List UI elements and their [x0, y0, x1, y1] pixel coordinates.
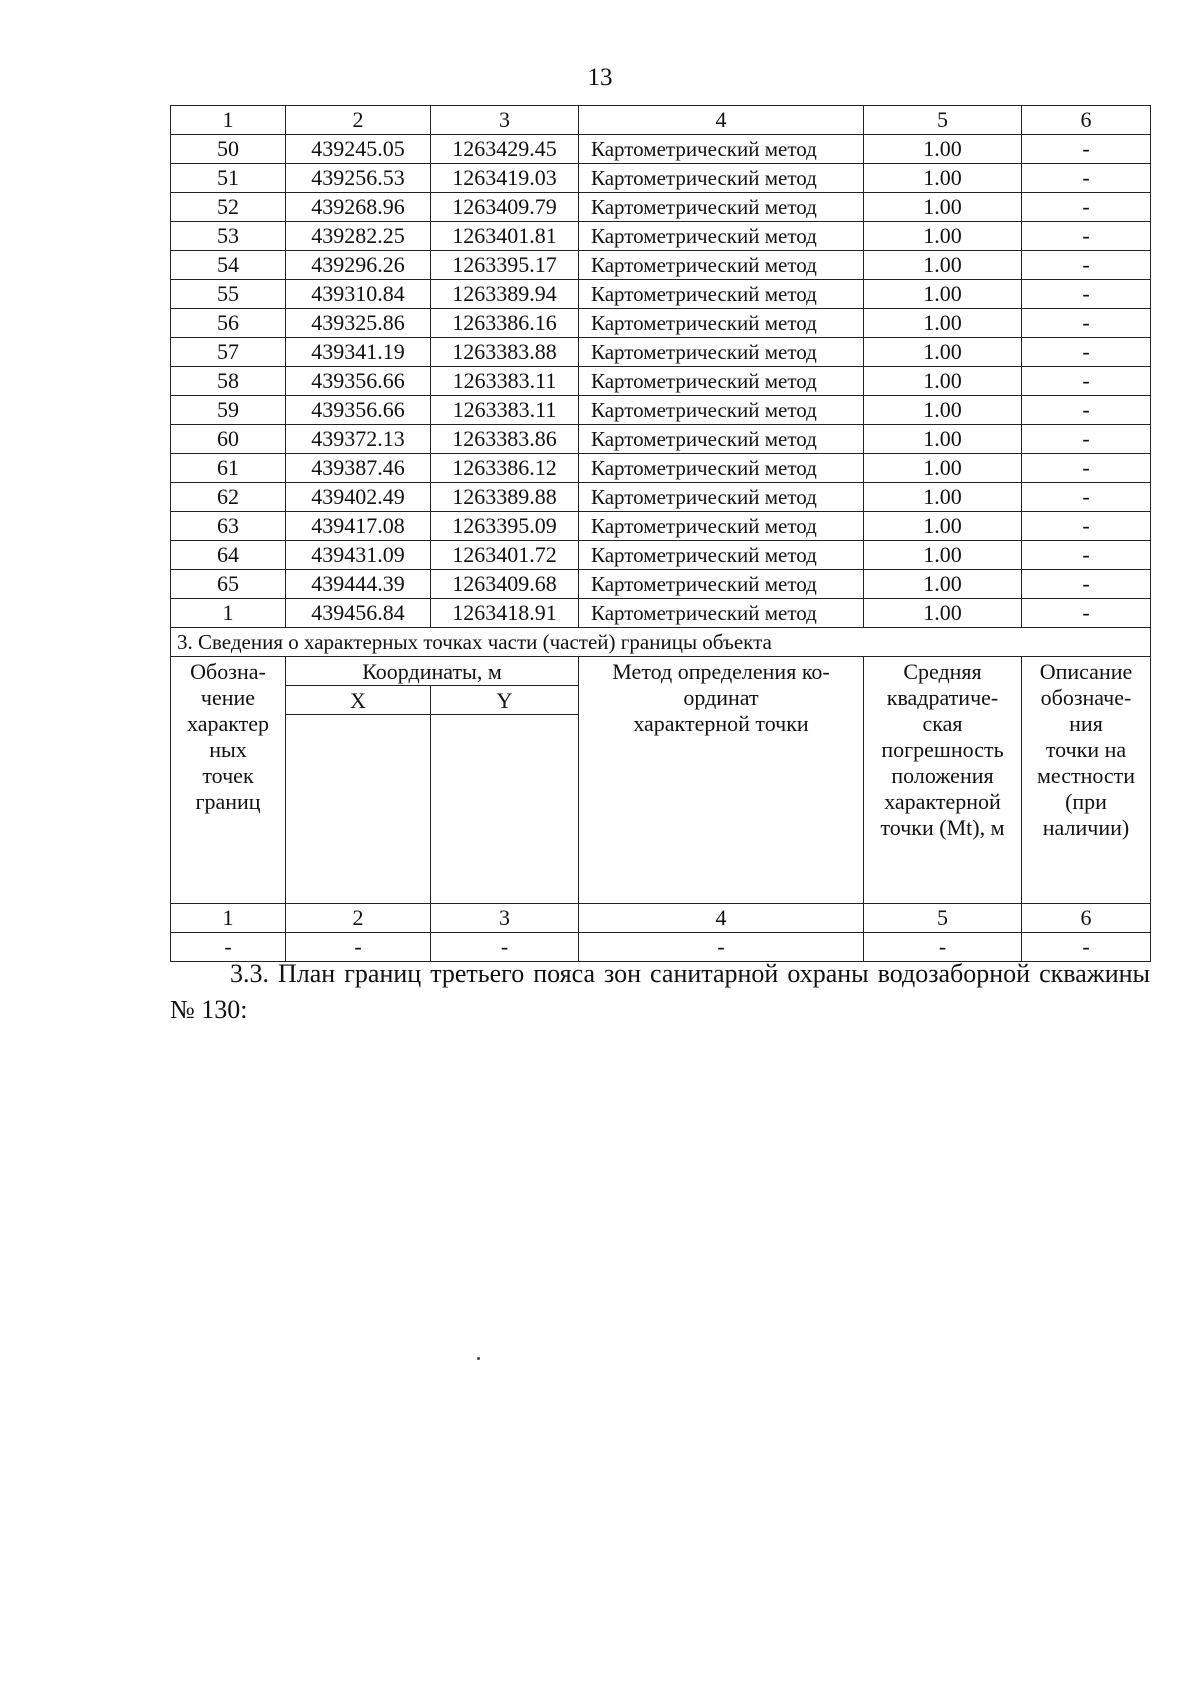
- table-cell: 1263429.45: [431, 135, 579, 164]
- method-cell: Картометрический метод: [579, 454, 864, 483]
- table-cell: 1263383.11: [431, 367, 579, 396]
- method-cell: Картометрический метод: [579, 541, 864, 570]
- page-number: 13: [587, 64, 613, 91]
- table-cell: 50: [171, 135, 286, 164]
- table-cell: 1.00: [864, 570, 1022, 599]
- table-cell: 439402.49: [286, 483, 431, 512]
- table-cell: -: [1022, 280, 1151, 309]
- column-number: 3: [431, 106, 579, 135]
- table-cell: 64: [171, 541, 286, 570]
- table-cell: 439245.05: [286, 135, 431, 164]
- header-description: Описание обозначе- ния точки на местности (при наличии): [1022, 657, 1151, 904]
- table-cell: 1263418.91: [431, 599, 579, 628]
- table-cell: 439372.13: [286, 425, 431, 454]
- table-cell: 1.00: [864, 280, 1022, 309]
- method-cell: Картометрический метод: [579, 483, 864, 512]
- table-cell: -: [1022, 396, 1151, 425]
- table-cell: 54: [171, 251, 286, 280]
- table-row: [171, 309, 1151, 338]
- table-cell: 1263401.81: [431, 222, 579, 251]
- table-cell: -: [1022, 309, 1151, 338]
- table-cell: -: [171, 933, 286, 962]
- table-row: [171, 251, 1151, 280]
- plan-paragraph: 3.3. План границ третьего пояса зон санитарной охраны водозаборной скважины № 130:: [170, 959, 1150, 1024]
- column-number: 5: [864, 904, 1022, 933]
- table-cell: 439431.09: [286, 541, 431, 570]
- table-cell: -: [1022, 367, 1151, 396]
- table-row: [171, 338, 1151, 367]
- table-cell: 439268.96: [286, 193, 431, 222]
- table-cell: -: [286, 933, 431, 962]
- column-number: 3: [431, 904, 579, 933]
- table-cell: 1.00: [864, 193, 1022, 222]
- table-cell: 439387.46: [286, 454, 431, 483]
- table-cell: 1263401.72: [431, 541, 579, 570]
- table-cell: 439282.25: [286, 222, 431, 251]
- table-row: [171, 599, 1151, 628]
- table-cell: -: [1022, 222, 1151, 251]
- table-cell: 1.00: [864, 599, 1022, 628]
- table-cell: 62: [171, 483, 286, 512]
- method-cell: Картометрический метод: [579, 512, 864, 541]
- column-number: 2: [286, 904, 431, 933]
- table-row: [171, 483, 1151, 512]
- table-cell: 52: [171, 193, 286, 222]
- table-cell: 1263419.03: [431, 164, 579, 193]
- table-row: [171, 541, 1151, 570]
- table-row: [171, 570, 1151, 599]
- table-cell: 1263395.09: [431, 512, 579, 541]
- table-row: [171, 396, 1151, 425]
- table-cell: 1263383.88: [431, 338, 579, 367]
- blank-cell: [431, 715, 579, 904]
- section3-column-number-row: [171, 904, 1151, 933]
- table-cell: 56: [171, 309, 286, 338]
- table-cell: -: [1022, 570, 1151, 599]
- table-cell: 1.00: [864, 222, 1022, 251]
- table-cell: -: [1022, 512, 1151, 541]
- table-cell: 51: [171, 164, 286, 193]
- table-cell: 439310.84: [286, 280, 431, 309]
- table-cell: 1.00: [864, 338, 1022, 367]
- table-cell: 58: [171, 367, 286, 396]
- table-row: [171, 454, 1151, 483]
- table-cell: 1263383.11: [431, 396, 579, 425]
- table-cell: -: [1022, 164, 1151, 193]
- table-cell: 1.00: [864, 396, 1022, 425]
- table-cell: -: [1022, 193, 1151, 222]
- column-number-row: [171, 106, 1151, 135]
- column-number: 2: [286, 106, 431, 135]
- scan-speck: [477, 1357, 480, 1360]
- header-y: Y: [431, 686, 579, 715]
- table-cell: 1.00: [864, 164, 1022, 193]
- section3-body: [171, 628, 1151, 962]
- table-cell: 1.00: [864, 251, 1022, 280]
- method-cell: Картометрический метод: [579, 599, 864, 628]
- table-cell: 439456.84: [286, 599, 431, 628]
- table-cell: -: [1022, 933, 1151, 962]
- table-cell: 57: [171, 338, 286, 367]
- method-cell: Картометрический метод: [579, 222, 864, 251]
- method-cell: Картометрический метод: [579, 164, 864, 193]
- table-cell: 1.00: [864, 309, 1022, 338]
- table-cell: 439356.66: [286, 396, 431, 425]
- table-cell: 59: [171, 396, 286, 425]
- method-cell: Картометрический метод: [579, 367, 864, 396]
- table-row: [171, 280, 1151, 309]
- header-method: Метод определения ко- ординат характерной точки: [579, 657, 864, 904]
- header-error: Средняя квадратиче- ская погрешность положения характерной точки (Mt), м: [864, 657, 1022, 904]
- method-cell: Картометрический метод: [579, 280, 864, 309]
- column-number: 6: [1022, 904, 1151, 933]
- column-number: 1: [171, 904, 286, 933]
- table-cell: 439444.39: [286, 570, 431, 599]
- table-row: [171, 193, 1151, 222]
- table-cell: 1263409.79: [431, 193, 579, 222]
- table-cell: -: [1022, 483, 1151, 512]
- column-number: 4: [579, 904, 864, 933]
- table-row: [171, 222, 1151, 251]
- table-row: [171, 164, 1151, 193]
- table-cell: -: [1022, 425, 1151, 454]
- table-cell: -: [1022, 454, 1151, 483]
- table-cell: 1.00: [864, 425, 1022, 454]
- blank-cell: [286, 715, 431, 904]
- table-cell: 1.00: [864, 483, 1022, 512]
- table-cell: -: [864, 933, 1022, 962]
- column-number: 4: [579, 106, 864, 135]
- table-cell: 1.00: [864, 454, 1022, 483]
- table-cell: 439341.19: [286, 338, 431, 367]
- method-cell: Картометрический метод: [579, 251, 864, 280]
- method-cell: Картометрический метод: [579, 425, 864, 454]
- table-cell: 439417.08: [286, 512, 431, 541]
- column-number: 6: [1022, 106, 1151, 135]
- table-cell: 1263383.86: [431, 425, 579, 454]
- table-cell: 1.00: [864, 135, 1022, 164]
- table-cell: 60: [171, 425, 286, 454]
- method-cell: Картометрический метод: [579, 193, 864, 222]
- table-cell: 439256.53: [286, 164, 431, 193]
- method-cell: Картометрический метод: [579, 135, 864, 164]
- coordinates-table: [170, 105, 1151, 962]
- header-designation: Обозна- чение характер ных точек границ: [171, 657, 286, 904]
- table-cell: -: [579, 933, 864, 962]
- table-cell: -: [1022, 135, 1151, 164]
- table-body: [171, 106, 1151, 628]
- table-cell: 55: [171, 280, 286, 309]
- method-cell: Картометрический метод: [579, 309, 864, 338]
- header-coordinates: Координаты, м: [286, 657, 579, 686]
- method-cell: Картометрический метод: [579, 396, 864, 425]
- table-cell: 1: [171, 599, 286, 628]
- table-cell: 1263395.17: [431, 251, 579, 280]
- table-cell: 63: [171, 512, 286, 541]
- table-row: [171, 367, 1151, 396]
- table-cell: 1263389.88: [431, 483, 579, 512]
- table-cell: 1.00: [864, 541, 1022, 570]
- table-cell: -: [1022, 541, 1151, 570]
- table-row: [171, 135, 1151, 164]
- table-cell: 439325.86: [286, 309, 431, 338]
- table-cell: -: [1022, 251, 1151, 280]
- method-cell: Картометрический метод: [579, 338, 864, 367]
- table-cell: 1.00: [864, 512, 1022, 541]
- table-row: [171, 512, 1151, 541]
- table-cell: 1263386.16: [431, 309, 579, 338]
- column-number: 1: [171, 106, 286, 135]
- table-cell: 61: [171, 454, 286, 483]
- table-cell: 53: [171, 222, 286, 251]
- table-cell: 1263386.12: [431, 454, 579, 483]
- table-cell: -: [1022, 599, 1151, 628]
- table-cell: -: [431, 933, 579, 962]
- table-cell: 1263409.68: [431, 570, 579, 599]
- table-cell: 1.00: [864, 367, 1022, 396]
- section3-header-row: [171, 657, 1151, 686]
- table-cell: 439356.66: [286, 367, 431, 396]
- column-number: 5: [864, 106, 1022, 135]
- table-cell: 439296.26: [286, 251, 431, 280]
- table-cell: -: [1022, 338, 1151, 367]
- method-cell: Картометрический метод: [579, 570, 864, 599]
- table-cell: 65: [171, 570, 286, 599]
- section3-title-row: [171, 628, 1151, 657]
- header-x: X: [286, 686, 431, 715]
- table-cell: 1263389.94: [431, 280, 579, 309]
- section3-title: 3. Сведения о характерных точках части (частей) границы объекта: [171, 628, 1151, 657]
- table-row: [171, 425, 1151, 454]
